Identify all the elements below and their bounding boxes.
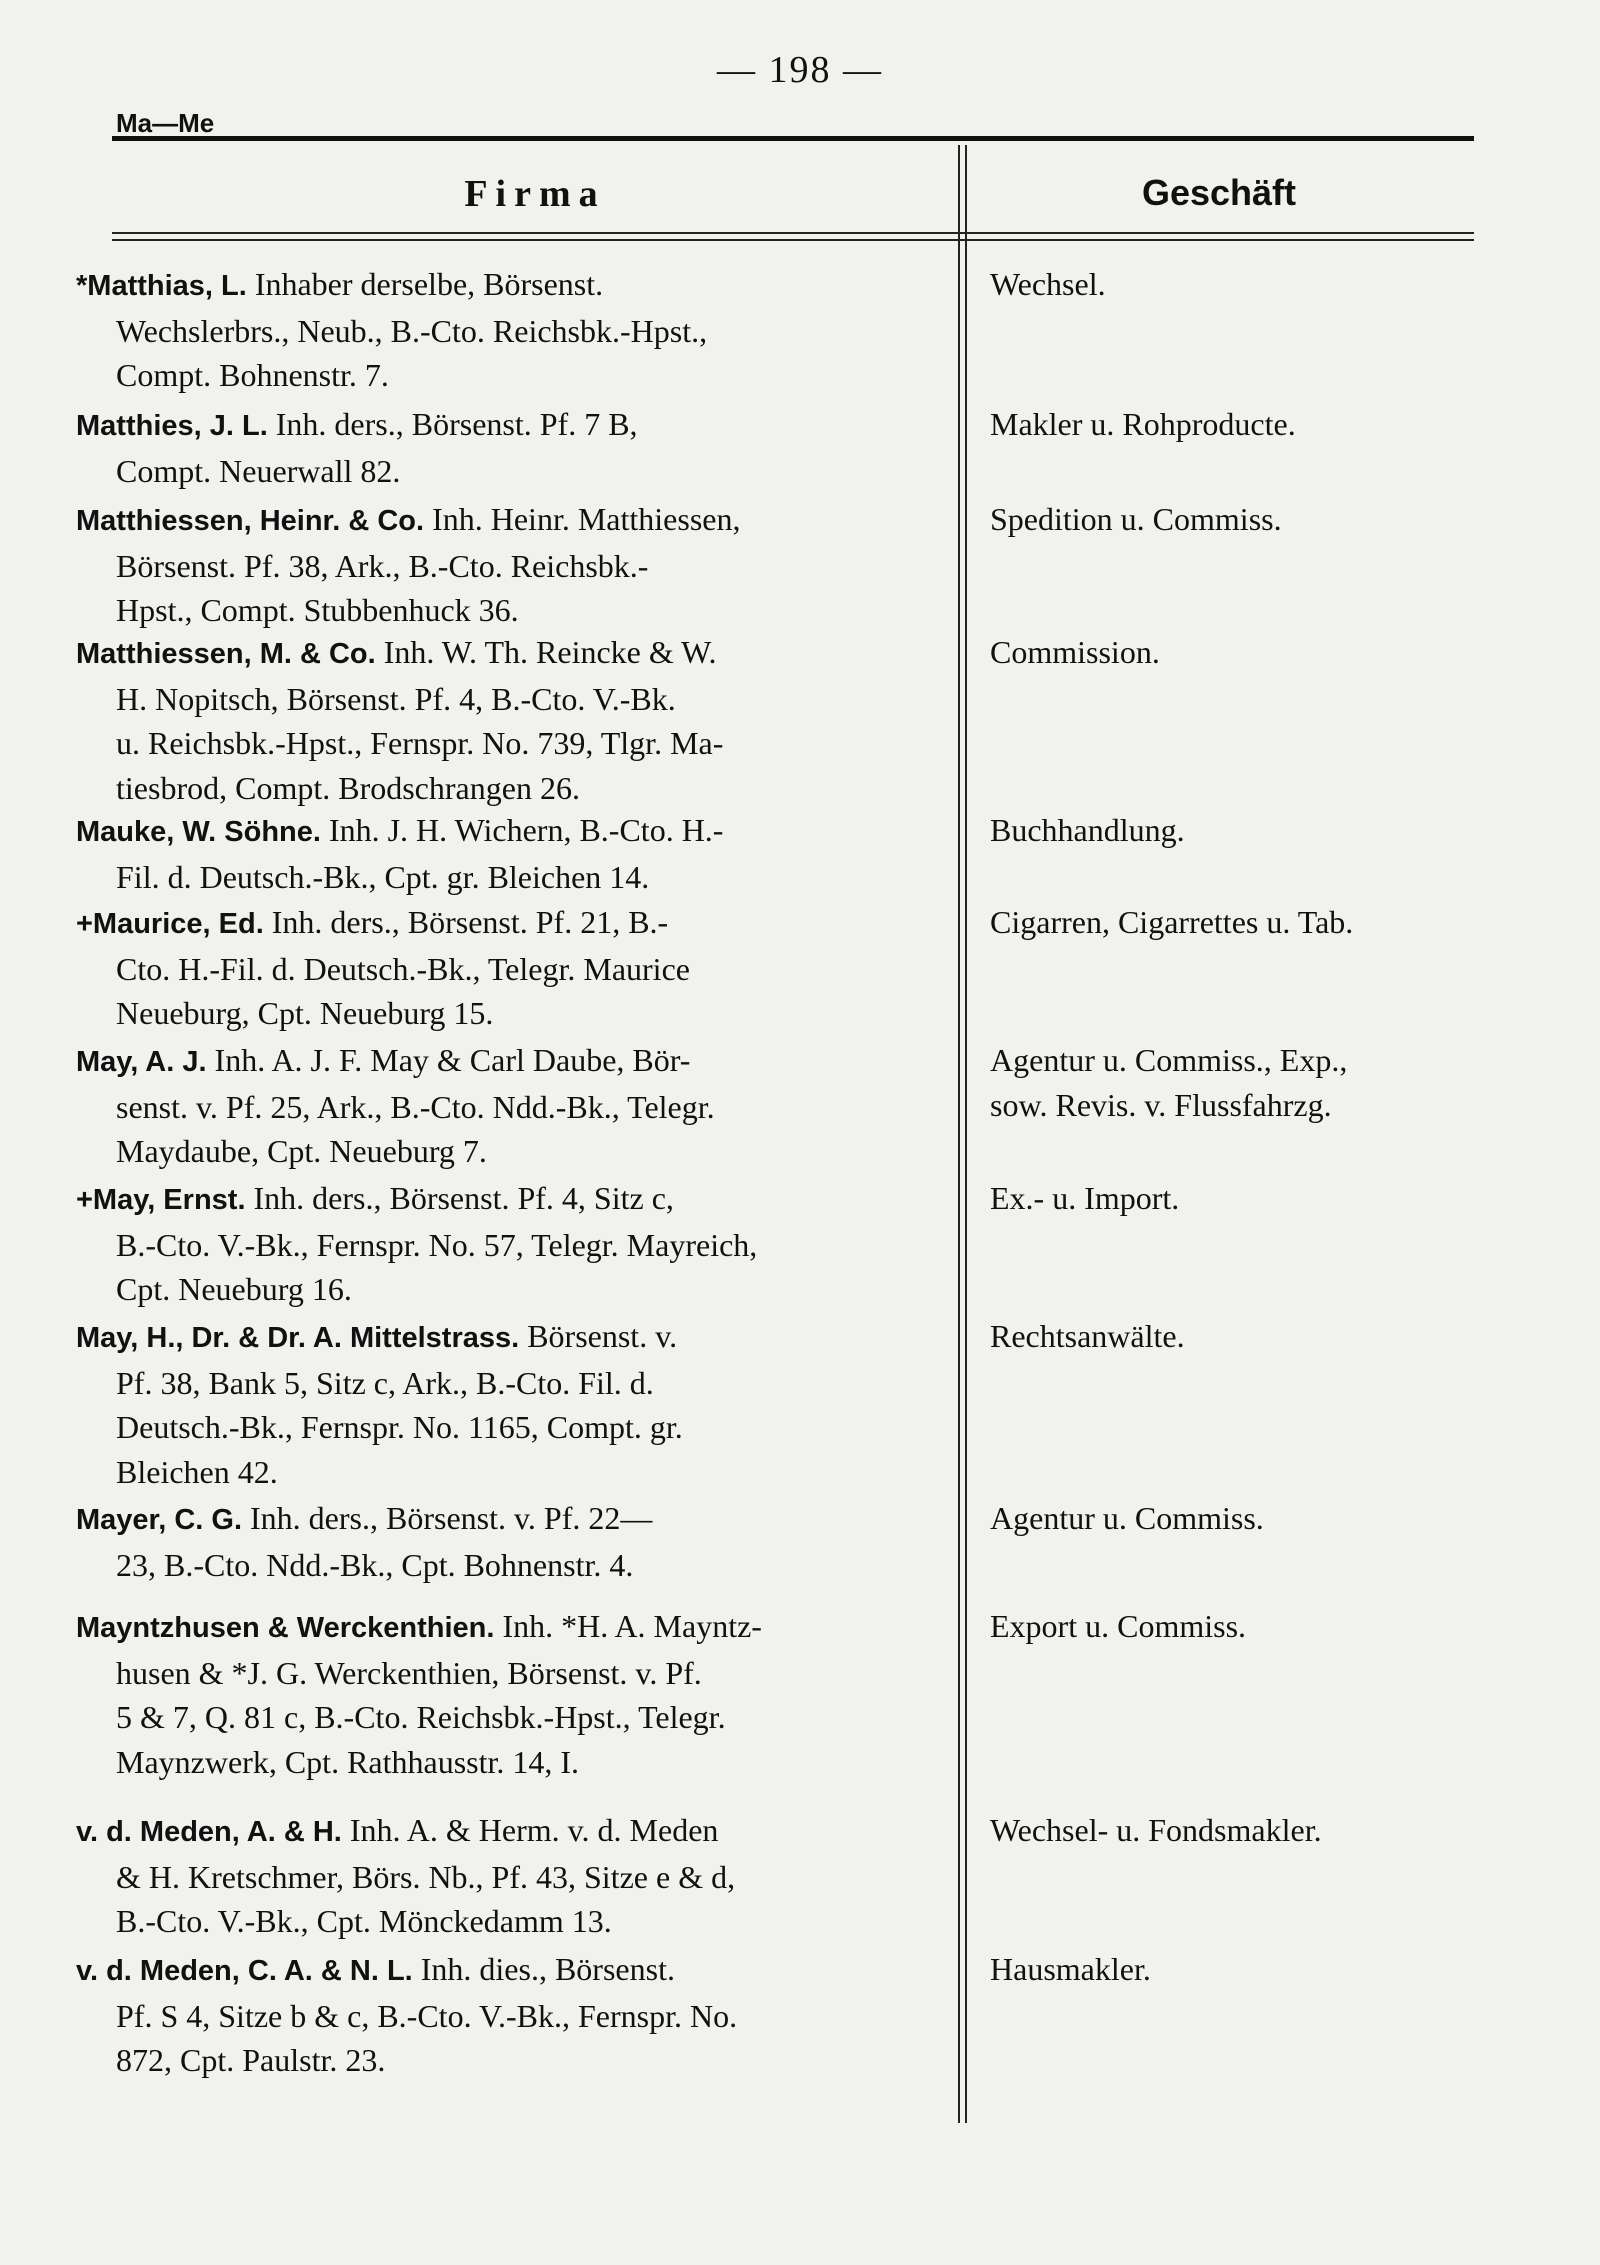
firma-cell <box>76 808 946 899</box>
firma-first-line <box>76 402 946 449</box>
firma-detail: Inh. W. Th. Reincke & W. <box>375 634 717 670</box>
firma-line: Deutsch.-Bk., Fernspr. No. 1165, Compt. gr. <box>116 1409 683 1445</box>
firma-detail: Inhaber derselbe, Börsenst. <box>246 266 604 302</box>
firma-first-line <box>76 1947 946 1994</box>
geschaeft-line: Wechsel- u. Fondsmakler. <box>990 1812 1322 1848</box>
geschaeft-cell <box>990 1947 1510 1992</box>
top-rule <box>112 136 1474 141</box>
firma-line: Compt. Neuerwall 82. <box>116 452 401 489</box>
firm-name: Mayntzhusen & Werckenthien. <box>76 1612 495 1644</box>
firma-line: u. Reichsbk.-Hpst., Fernspr. No. 739, Tlgr. Ma- <box>116 725 724 761</box>
firma-detail: Inh. ders., Börsenst. Pf. 4, Sitz c, <box>245 1180 674 1216</box>
firma-line: Cpt. Neueburg 16. <box>116 1271 352 1307</box>
firma-line: Bleichen 42. <box>116 1453 278 1490</box>
firma-cell <box>76 402 946 493</box>
firma-line: B.-Cto. V.-Bk., Cpt. Mönckedamm 13. <box>116 1903 612 1939</box>
firma-detail: Inh. ders., Börsenst. Pf. 7 B, <box>267 406 638 442</box>
firma-detail: Inh. ders., Börsenst. Pf. 21, B.- <box>263 904 669 940</box>
firma-cell <box>76 1038 946 1174</box>
firma-cell <box>76 1496 946 1587</box>
firma-first-line <box>76 1808 946 1855</box>
firma-line: B.-Cto. V.-Bk., Fernspr. No. 57, Telegr. Mayreich, <box>116 1226 758 1263</box>
geschaeft-line: Export u. Commiss. <box>990 1608 1247 1644</box>
firma-line: Compt. Bohnenstr. 7. <box>116 357 389 393</box>
geschaeft-cell <box>990 262 1510 307</box>
firma-detail: Inh. J. H. Wichern, B.-Cto. H.- <box>320 812 724 848</box>
geschaeft-cell <box>990 630 1510 675</box>
firma-detail: Inh. dies., Börsenst. <box>412 1951 675 1987</box>
firma-cell <box>76 1604 946 1784</box>
firma-cell <box>76 630 946 810</box>
firma-line: Wechslerbrs., Neub., B.-Cto. Reichsbk.-Hpst., <box>116 312 708 349</box>
geschaeft-cell <box>990 1038 1510 1127</box>
section-code: Ma—Me <box>116 108 215 138</box>
firma-line: Maynzwerk, Cpt. Rathhausstr. 14, I. <box>116 1743 580 1780</box>
firm-name: Matthiessen, Heinr. & Co. <box>76 505 425 537</box>
firma-first-line <box>76 1038 946 1085</box>
firm-name: May, H., Dr. & Dr. A. Mittelstrass. <box>76 1322 520 1354</box>
firma-line: Pf. S 4, Sitze b & c, B.-Cto. V.-Bk., Fernspr. No. <box>116 1997 738 2034</box>
firm-name: Mauke, W. Söhne. <box>76 816 321 848</box>
firm-name: May, A. J. <box>76 1046 207 1078</box>
firma-first-line <box>76 630 946 677</box>
firma-detail: Inh. ders., Börsenst. v. Pf. 22— <box>242 1500 653 1536</box>
firm-name: +Maurice, Ed. <box>76 908 264 940</box>
geschaeft-cell <box>990 808 1510 853</box>
firm-name: Matthies, J. L. <box>76 410 268 442</box>
firma-line: H. Nopitsch, Börsenst. Pf. 4, B.-Cto. V.-Bk. <box>116 680 676 717</box>
firma-detail: Inh. A. & Herm. v. d. Meden <box>341 1812 719 1848</box>
column-divider <box>958 145 967 2123</box>
firma-first-line <box>76 1604 946 1651</box>
firma-line: Cto. H.-Fil. d. Deutsch.-Bk., Telegr. Maurice <box>116 950 690 987</box>
firma-detail: Inh. A. J. F. May & Carl Daube, Bör- <box>206 1042 691 1078</box>
firma-line: & H. Kretschmer, Börs. Nb., Pf. 43, Sitze e & d, <box>116 1858 736 1895</box>
geschaeft-line: Spedition u. Commiss. <box>990 501 1282 537</box>
firma-cell <box>76 497 946 633</box>
firma-line: senst. v. Pf. 25, Ark., B.-Cto. Ndd.-Bk., Telegr. <box>116 1088 715 1125</box>
geschaeft-line: Hausmakler. <box>990 1951 1151 1987</box>
geschaeft-line: Ex.- u. Import. <box>990 1180 1180 1216</box>
firma-cell <box>76 1808 946 1944</box>
geschaeft-line: Wechsel. <box>990 266 1106 302</box>
firma-line: husen & *J. G. Werckenthien, Börsenst. v. Pf. <box>116 1654 702 1691</box>
geschaeft-cell <box>990 1808 1510 1853</box>
firma-first-line <box>76 497 946 544</box>
firma-line: Börsenst. Pf. 38, Ark., B.-Cto. Reichsbk.- <box>116 547 649 584</box>
geschaeft-line: sow. Revis. v. Flussfahrzg. <box>990 1086 1332 1123</box>
firma-cell <box>76 262 946 398</box>
geschaeft-cell <box>990 1176 1510 1221</box>
geschaeft-cell <box>990 497 1510 542</box>
firma-line: Pf. 38, Bank 5, Sitz c, Ark., B.-Cto. Fil. d. <box>116 1364 654 1401</box>
firma-detail: Inh. Heinr. Matthiessen, <box>424 501 741 537</box>
geschaeft-line: Makler u. Rohproducte. <box>990 406 1296 442</box>
firma-line: tiesbrod, Compt. Brodschrangen 26. <box>116 769 580 806</box>
firma-first-line <box>76 1496 946 1543</box>
firma-first-line <box>76 1314 946 1361</box>
firma-line: Maydaube, Cpt. Neueburg 7. <box>116 1133 487 1169</box>
geschaeft-cell <box>990 1604 1510 1649</box>
geschaeft-line: Commission. <box>990 634 1160 670</box>
firma-line: Fil. d. Deutsch.-Bk., Cpt. gr. Bleichen 14. <box>116 858 650 895</box>
geschaeft-cell <box>990 1496 1510 1541</box>
firma-detail: Inh. *H. A. Mayntz- <box>494 1608 762 1644</box>
header-rule <box>112 232 1474 241</box>
firm-name: Mayer, C. G. <box>76 1504 243 1536</box>
firma-line: Neueburg, Cpt. Neueburg 15. <box>116 995 494 1031</box>
geschaeft-line: Buchhandlung. <box>990 812 1185 848</box>
firm-name: v. d. Meden, A. & H. <box>76 1816 342 1848</box>
firma-line: 872, Cpt. Paulstr. 23. <box>116 2042 386 2078</box>
firma-detail: Börsenst. v. <box>519 1318 678 1354</box>
firma-first-line <box>76 808 946 855</box>
geschaeft-line: Cigarren, Cigarrettes u. Tab. <box>990 904 1354 940</box>
geschaeft-line: Agentur u. Commiss., Exp., <box>990 1042 1348 1078</box>
geschaeft-cell <box>990 1314 1510 1359</box>
firma-cell <box>76 1176 946 1312</box>
firm-name: +May, Ernst. <box>76 1184 246 1216</box>
firma-line: Hpst., Compt. Stubbenhuck 36. <box>116 592 519 628</box>
firma-first-line <box>76 262 946 309</box>
firm-name: v. d. Meden, C. A. & N. L. <box>76 1955 413 1987</box>
firma-line: 23, B.-Cto. Ndd.-Bk., Cpt. Bohnenstr. 4. <box>116 1546 634 1583</box>
firma-first-line <box>76 900 946 947</box>
firm-name: Matthiessen, M. & Co. <box>76 638 376 670</box>
geschaeft-cell <box>990 900 1510 945</box>
firma-cell <box>76 1314 946 1494</box>
page-number: — 198 — <box>717 49 883 91</box>
geschaeft-cell <box>990 402 1510 447</box>
firm-name: *Matthias, L. <box>76 270 247 302</box>
geschaeft-line: Agentur u. Commiss. <box>990 1500 1264 1536</box>
column-header-firma: Firma <box>464 173 606 215</box>
firma-cell <box>76 900 946 1036</box>
column-header-geschaeft: Geschäft <box>1141 172 1297 213</box>
firma-line: 5 & 7, Q. 81 c, B.-Cto. Reichsbk.-Hpst., Telegr. <box>116 1699 726 1735</box>
firma-cell <box>76 1947 946 2083</box>
geschaeft-line: Rechtsanwälte. <box>990 1318 1185 1354</box>
firma-first-line <box>76 1176 946 1223</box>
